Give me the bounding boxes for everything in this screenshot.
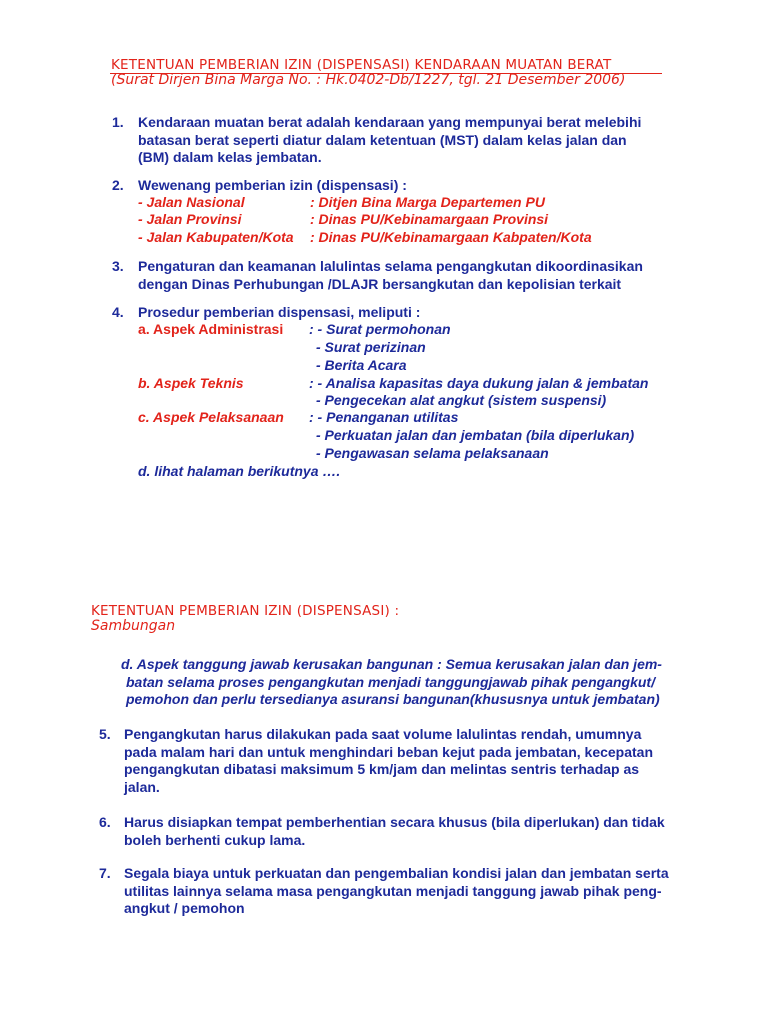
item-number: 1. (112, 114, 124, 130)
text-line: Harus disiapkan tempat pemberhentian secara khusus (bila diperlukan) dan tidak (124, 814, 665, 830)
item5-text (124, 726, 653, 796)
item1-text (138, 114, 641, 167)
item-number: 2. (112, 177, 124, 193)
text-line: angkut / pemohon (124, 900, 245, 916)
authority-value: : Dinas PU/Kebinamargaan Provinsi (310, 211, 549, 227)
text-line: pemohon dan perlu tersedianya asuransi bangunan(khususnya untuk jembatan) (126, 691, 660, 707)
aspect-continued-note: d. lihat halaman berikutnya …. (138, 463, 341, 479)
aspect-item: : - Surat permohonan (309, 321, 451, 337)
page1-subtitle: (Surat Dirjen Bina Marga No. : Hk.0402-Db/1227, tgl. 21 Desember 2006) (111, 72, 626, 88)
text-line: dengan Dinas Perhubungan /DLAJR bersangkutan dan kepolisian terkait (138, 275, 622, 292)
authority-label: - Jalan Kabupaten/Kota (138, 229, 294, 245)
text-line: Pengangkutan harus dilakukan pada saat volume lalulintas rendah, umumnya (124, 726, 642, 742)
page2-title: KETENTUAN PEMBERIAN IZIN (DISPENSASI) : (91, 603, 400, 619)
item-number: 7. (99, 865, 111, 881)
text-line: batasan berat seperti diatur dalam ketentuan (MST) dalam kelas jalan dan (138, 131, 627, 148)
text-line: boleh berhenti cukup lama. (124, 831, 306, 848)
text-line: Segala biaya untuk perkuatan dan pengembalian kondisi jalan dan jembatan serta (124, 865, 669, 881)
text-line: jalan. (124, 778, 160, 795)
authority-label: - Jalan Nasional (138, 194, 245, 210)
item-number: 5. (99, 726, 111, 742)
aspect-item: - Surat perizinan (316, 339, 426, 355)
text-line: utilitas lainnya selama masa pengangkutan menjadi tanggung jawab pihak peng- (124, 882, 662, 899)
page2-subtitle: Sambungan (91, 618, 176, 634)
authority-value: : Dinas PU/Kebinamargaan Kabpaten/Kota (310, 229, 592, 245)
item7-text (124, 865, 669, 918)
item4-heading: Prosedur pemberian dispensasi, meliputi : (138, 304, 421, 320)
item-number: 4. (112, 304, 124, 320)
text-line: pada malam hari dan untuk menghindari beban kejut pada jembatan, kecepatan (124, 743, 654, 760)
authority-label: - Jalan Provinsi (138, 211, 242, 227)
item-number: 3. (112, 258, 124, 274)
text-line: (BM) dalam kelas jembatan. (138, 149, 322, 165)
aspect-label-teknis: b. Aspek Teknis (138, 375, 244, 391)
item2-heading: Wewenang pemberian izin (dispensasi) : (138, 177, 407, 193)
text-line: batan selama proses pengangkutan menjadi tanggungjawab pihak pengangkut/ (126, 673, 655, 690)
item-number: 6. (99, 814, 111, 830)
aspect-label-pelaksanaan: c. Aspek Pelaksanaan (138, 409, 284, 425)
text-line: Kendaraan muatan berat adalah kendaraan yang mempunyai berat melebihi (138, 114, 642, 130)
aspect-item: - Pengawasan selama pelaksanaan (316, 445, 549, 461)
text-line: Pengaturan dan keamanan lalulintas selama pengangkutan dikoordinasikan (138, 258, 643, 274)
authority-value: : Ditjen Bina Marga Departemen PU (310, 194, 545, 210)
text-line: d. Aspek tanggung jawab kerusakan bangunan : Semua kerusakan jalan dan jem- (121, 656, 662, 672)
aspect-label-administrasi: a. Aspek Administrasi (138, 321, 284, 337)
aspect-d-text (121, 656, 662, 709)
aspect-item: - Pengecekan alat angkut (sistem suspensi) (316, 392, 607, 408)
item6-text (124, 814, 665, 849)
page1-title: KETENTUAN PEMBERIAN IZIN (DISPENSASI) KENDARAAN MUATAN BERAT (111, 57, 612, 73)
aspect-item: : - Analisa kapasitas daya dukung jalan & jembatan (309, 375, 649, 391)
aspect-item: - Perkuatan jalan dan jembatan (bila diperlukan) (316, 427, 635, 443)
aspect-item: : - Penanganan utilitas (309, 409, 459, 425)
item3-text (138, 258, 643, 293)
text-line: pengangkutan dibatasi maksimum 5 km/jam dan melintas sentris terhadap as (124, 761, 640, 777)
aspect-item: - Berita Acara (316, 357, 407, 373)
